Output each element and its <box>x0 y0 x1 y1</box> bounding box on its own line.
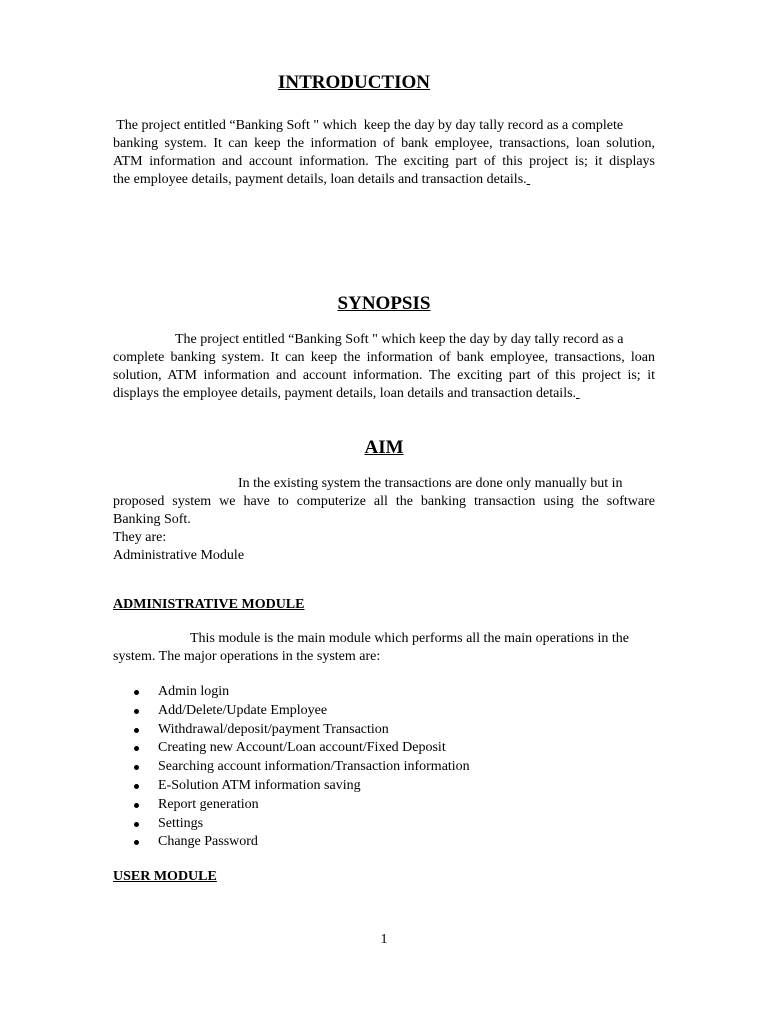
synopsis-line-2: complete banking system. It can keep the information of bank employee, transactions, loan <box>113 350 655 365</box>
introduction-line-3: ATM information and account information. The exciting part of this project is; it displays <box>113 154 655 169</box>
list-item <box>113 702 613 721</box>
bullet-icon <box>134 822 139 827</box>
page-number: 1 <box>380 932 388 947</box>
list-item <box>113 796 613 815</box>
administrative-module-line-1: This module is the main module which performs all the main operations in the <box>190 631 629 646</box>
aim-line-5: Administrative Module <box>113 548 245 563</box>
aim-line-2: proposed system we have to computerize all the banking transaction using the software <box>113 494 655 509</box>
aim-paragraph <box>113 475 655 565</box>
aim-line-1: In the existing system the transactions are done only manually but in <box>238 476 623 491</box>
introduction-line-1: The project entitled “Banking Soft " which keep the day by day tally record as a complete <box>113 118 624 133</box>
bullet-icon <box>134 803 139 808</box>
list-item-label: Admin login <box>158 684 230 699</box>
list-item-label: Withdrawal/deposit/payment Transaction <box>158 721 389 737</box>
administrative-operations-list <box>113 683 613 852</box>
introduction-line-2: banking system. It can keep the information of bank employee, transactions, loan solution, <box>113 136 655 151</box>
introduction-trailing-mark <box>527 172 531 187</box>
introduction-line-4 <box>113 171 655 189</box>
administrative-module-line-2: system. The major operations in the system are: <box>113 649 381 664</box>
list-item <box>113 721 613 740</box>
synopsis-paragraph <box>113 331 655 403</box>
list-item <box>113 833 613 852</box>
bullet-icon <box>134 765 139 770</box>
aim-line-3: Banking Soft. <box>113 512 191 527</box>
list-item-label: Creating new Account/Loan account/Fixed Deposit <box>158 740 446 756</box>
introduction-heading: INTRODUCTION <box>277 72 431 93</box>
administrative-module-heading: ADMINISTRATIVE MODULE <box>113 597 305 612</box>
list-item <box>113 815 613 834</box>
synopsis-line-4-text: displays the employee details, payment details, loan details and transaction details. <box>113 386 577 401</box>
list-item-label: Searching account information/Transaction information <box>158 759 470 775</box>
user-module-heading: USER MODULE <box>113 869 217 884</box>
bullet-icon <box>134 709 139 714</box>
bullet-icon <box>134 728 139 733</box>
bullet-icon <box>134 690 139 695</box>
list-item-label: E-Solution ATM information saving <box>158 777 361 793</box>
synopsis-line-3: solution, ATM information and account information. The exciting part of this project is; it <box>113 368 655 383</box>
synopsis-line-4 <box>113 385 655 403</box>
synopsis-line-1: The project entitled “Banking Soft " which keep the day by day tally record as a <box>175 332 624 347</box>
list-item-label: Add/Delete/Update Employee <box>158 702 328 718</box>
list-item-label: Change Password <box>158 834 258 850</box>
list-item <box>113 739 613 758</box>
administrative-module-paragraph <box>113 630 655 666</box>
list-item <box>113 758 613 777</box>
introduction-paragraph <box>113 117 655 189</box>
list-item-label: Settings <box>158 815 204 831</box>
bullet-icon <box>134 746 139 751</box>
list-item <box>113 777 613 796</box>
introduction-line-4-text: the employee details, payment details, loan details and transaction details. <box>113 172 527 187</box>
aim-line-4: They are: <box>113 530 167 545</box>
bullet-icon <box>134 784 139 789</box>
synopsis-trailing-mark <box>576 386 580 401</box>
bullet-icon <box>134 840 139 845</box>
aim-heading: AIM <box>364 437 404 458</box>
list-item <box>113 683 613 702</box>
list-item-label: Report generation <box>158 796 259 812</box>
synopsis-heading: SYNOPSIS <box>337 293 431 314</box>
